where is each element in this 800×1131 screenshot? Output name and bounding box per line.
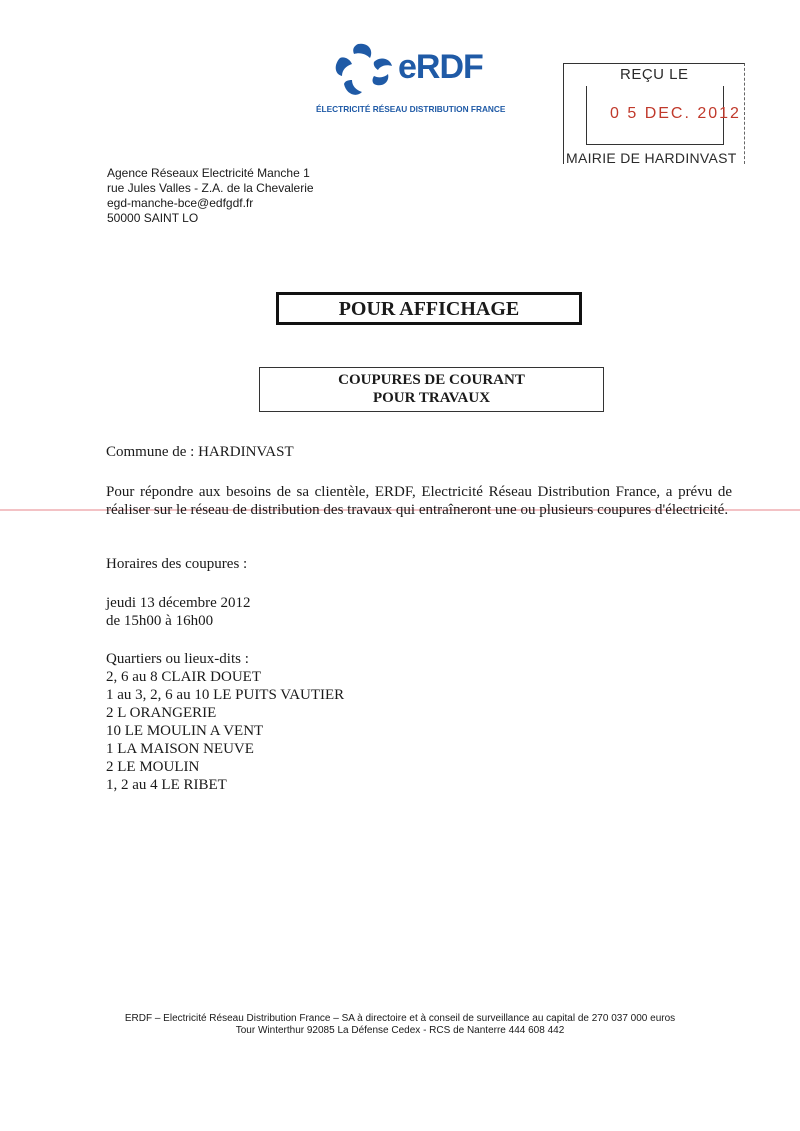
stamp-date: 0 5 DEC. 2012 (610, 105, 741, 122)
schedule-block (106, 594, 251, 630)
location-item: 2 LE MOULIN (106, 759, 200, 775)
logo-wordmark: eRDF (398, 48, 483, 86)
locations-block (106, 650, 344, 794)
schedule-heading: Horaires des coupures : (106, 556, 248, 572)
footer (0, 1013, 800, 1037)
logo-subtitle: ÉLECTRICITÉ RÉSEAU DISTRIBUTION FRANCE (316, 104, 506, 114)
sender-address (107, 166, 314, 226)
location-item: 1 au 3, 2, 6 au 10 LE PUITS VAUTIER (106, 687, 345, 703)
erdf-pinwheel-icon (330, 40, 402, 100)
intro-paragraph: Pour répondre aux besoins de sa clientèle, ERDF, Electricité Réseau Distribution France, a prévu de réaliser sur le réseau de distribution des travaux qui entraîneront une ou plusieurs coupures d'électricité. (106, 484, 732, 518)
location-item: 10 LE MOULIN A VENT (106, 723, 264, 739)
schedule-time: de 15h00 à 16h00 (106, 613, 214, 629)
subject-box (259, 367, 604, 412)
erdf-logo (316, 40, 530, 120)
stamp-received-label: REÇU LE (620, 66, 689, 83)
sender-street: rue Jules Valles - Z.A. de la Chevalerie (107, 181, 314, 195)
sender-email: egd-manche-bce@edfgdf.fr (107, 196, 254, 210)
footer-legal: ERDF – Electricité Réseau Distribution France – SA à directoire et à conseil de surveillance au capital de 270 037 000 euros (124, 1013, 676, 1024)
location-item: 2 L ORANGERIE (106, 705, 217, 721)
sender-city: 50000 SAINT LO (107, 211, 199, 225)
footer-address: Tour Winterthur 92085 La Défense Cedex - RCS de Nanterre 444 608 442 (235, 1025, 565, 1036)
stamp-mairie: MAIRIE DE HARDINVAST (566, 150, 737, 166)
locations-heading: Quartiers ou lieux-dits : (106, 651, 249, 667)
headline-box: POUR AFFICHAGE (276, 292, 582, 325)
location-item: 1, 2 au 4 LE RIBET (106, 777, 227, 793)
location-item: 1 LA MAISON NEUVE (106, 741, 254, 757)
schedule-date: jeudi 13 décembre 2012 (106, 595, 251, 611)
subject-line-2: POUR TRAVAUX (372, 390, 491, 406)
received-stamp (563, 63, 745, 164)
location-item: 2, 6 au 8 CLAIR DOUET (106, 669, 261, 685)
subject-line-1: COUPURES DE COURANT (338, 372, 525, 388)
commune-line: Commune de : HARDINVAST (106, 444, 294, 460)
sender-agency: Agence Réseaux Electricité Manche 1 (107, 166, 310, 180)
